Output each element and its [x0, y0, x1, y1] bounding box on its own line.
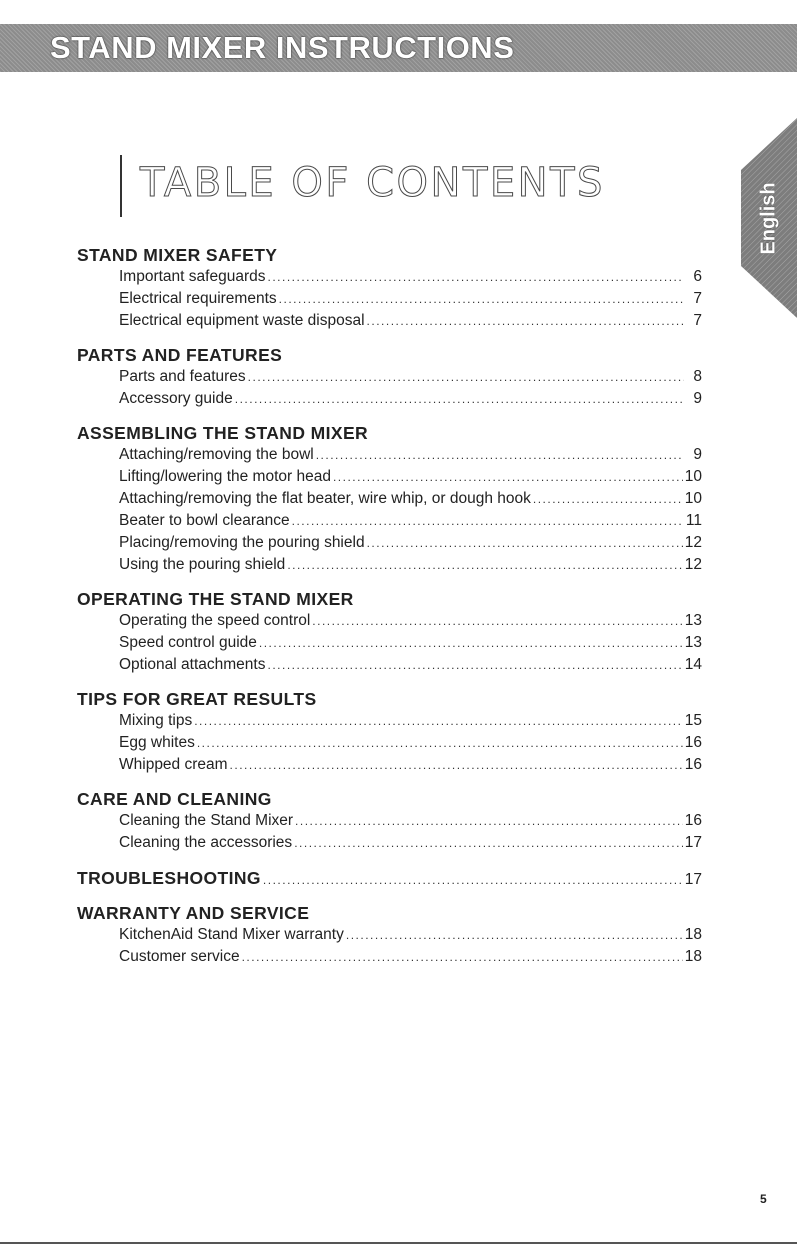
dot-leader — [292, 510, 684, 532]
dot-leader — [294, 832, 683, 854]
entry-page: 13 — [684, 634, 702, 651]
entry-title: Placing/removing the pouring shield — [119, 534, 365, 551]
entry-page: 15 — [684, 712, 702, 729]
section-heading: PARTS AND FEATURES — [77, 345, 283, 365]
entry-title: Cleaning the accessories — [119, 834, 293, 851]
entry-title: Speed control guide — [119, 634, 257, 651]
section-heading: OPERATING THE STAND MIXER — [77, 589, 354, 609]
dot-leader — [267, 266, 684, 288]
entry-title: Mixing tips — [119, 712, 193, 729]
entry-title: Cleaning the Stand Mixer — [119, 812, 294, 829]
entry-page: 12 — [684, 534, 702, 551]
entry-page: 10 — [684, 490, 702, 507]
toc-entry — [77, 610, 702, 632]
section-heading: TIPS FOR GREAT RESULTS — [77, 689, 317, 709]
dot-leader — [197, 732, 683, 754]
toc-entry — [77, 924, 702, 946]
section-heading: ASSEMBLING THE STAND MIXER — [77, 423, 369, 443]
entry-page: 14 — [684, 656, 702, 673]
entry-page: 8 — [693, 368, 702, 385]
toc-entry — [77, 532, 702, 554]
toc-entry — [77, 366, 702, 388]
dot-leader — [367, 310, 684, 332]
entry-page: 17 — [684, 834, 702, 851]
entry-page: 18 — [684, 926, 702, 943]
entry-page: 7 — [693, 312, 702, 329]
entry-page: 18 — [684, 948, 702, 965]
entry-title: Operating the speed control — [119, 612, 311, 629]
entry-title: Electrical requirements — [119, 290, 277, 307]
toc-entry — [77, 388, 702, 410]
entry-page: 12 — [684, 556, 702, 573]
toc-section — [77, 688, 702, 776]
dot-leader — [312, 610, 682, 632]
toc-entry — [77, 732, 702, 754]
toc-section — [77, 902, 702, 968]
entry-title: Attaching/removing the flat beater, wire whip, or dough hook — [119, 490, 531, 507]
toc-section — [77, 588, 702, 676]
entry-title: Optional attachments — [119, 656, 266, 673]
entry-title: Customer service — [119, 948, 240, 965]
toc-entry — [77, 310, 702, 332]
toc-entry — [77, 810, 702, 832]
toc-section — [77, 422, 702, 576]
dot-leader — [248, 366, 684, 388]
entry-page: 13 — [684, 612, 702, 629]
toc-entry — [77, 488, 702, 510]
entry-page: 11 — [685, 512, 702, 529]
section-heading: TROUBLESHOOTING — [77, 868, 261, 888]
entry-title: Using the pouring shield — [119, 556, 286, 573]
dot-leader — [263, 868, 683, 892]
page-number: 5 — [760, 1192, 767, 1206]
toc-entry — [77, 754, 702, 776]
language-tab-label: English — [757, 181, 780, 255]
entry-page: 6 — [693, 268, 702, 285]
entry-page: 10 — [684, 468, 702, 485]
dot-leader — [346, 924, 683, 946]
toc-entry — [77, 266, 702, 288]
dot-leader — [295, 810, 683, 832]
dot-leader — [194, 710, 683, 732]
entry-page: 17 — [684, 871, 702, 888]
entry-page: 9 — [693, 446, 702, 463]
dot-leader — [367, 532, 683, 554]
dot-leader — [316, 444, 684, 466]
section-heading: STAND MIXER SAFETY — [77, 245, 278, 265]
section-heading: CARE AND CLEANING — [77, 789, 272, 809]
dot-leader — [259, 632, 683, 654]
entry-title: Parts and features — [119, 368, 246, 385]
dot-leader — [533, 488, 683, 510]
entry-title: Accessory guide — [119, 390, 233, 407]
entry-title: Important safeguards — [119, 268, 266, 285]
toc-section — [77, 344, 702, 410]
entry-page: 9 — [693, 390, 702, 407]
page-header-title: STAND MIXER INSTRUCTIONS — [50, 30, 515, 65]
dot-leader — [267, 654, 682, 676]
toc-section — [77, 866, 702, 890]
toc-entry — [77, 832, 702, 854]
entry-page: 16 — [684, 812, 702, 829]
dot-leader — [235, 388, 684, 410]
entry-title: Beater to bowl clearance — [119, 512, 290, 529]
dot-leader — [333, 466, 683, 488]
toc-entry — [77, 710, 702, 732]
toc-title: TABLE OF CONTENTS — [140, 160, 605, 206]
dot-leader — [287, 554, 682, 576]
entry-title: Attaching/removing the bowl — [119, 446, 314, 463]
table-of-contents — [77, 244, 702, 968]
entry-page: 16 — [684, 734, 702, 751]
toc-entry-heading — [77, 866, 702, 890]
toc-entry — [77, 444, 702, 466]
toc-entry — [77, 554, 702, 576]
entry-page: 16 — [684, 756, 702, 773]
toc-section — [77, 788, 702, 854]
dot-leader — [230, 754, 683, 776]
language-tab — [741, 118, 797, 318]
entry-title: Lifting/lowering the motor head — [119, 468, 331, 485]
dot-leader — [279, 288, 684, 310]
entry-title: KitchenAid Stand Mixer warranty — [119, 926, 344, 943]
toc-entry — [77, 510, 702, 532]
toc-entry — [77, 632, 702, 654]
bottom-divider — [0, 1242, 797, 1244]
entry-title: Electrical equipment waste disposal — [119, 312, 365, 329]
title-divider — [120, 155, 122, 217]
toc-section — [77, 244, 702, 332]
toc-entry — [77, 466, 702, 488]
toc-entry — [77, 946, 702, 968]
dot-leader — [242, 946, 683, 968]
entry-page: 7 — [693, 290, 702, 307]
toc-entry — [77, 288, 702, 310]
section-heading: WARRANTY AND SERVICE — [77, 903, 310, 923]
entry-title: Egg whites — [119, 734, 195, 751]
toc-entry — [77, 654, 702, 676]
entry-title: Whipped cream — [119, 756, 228, 773]
